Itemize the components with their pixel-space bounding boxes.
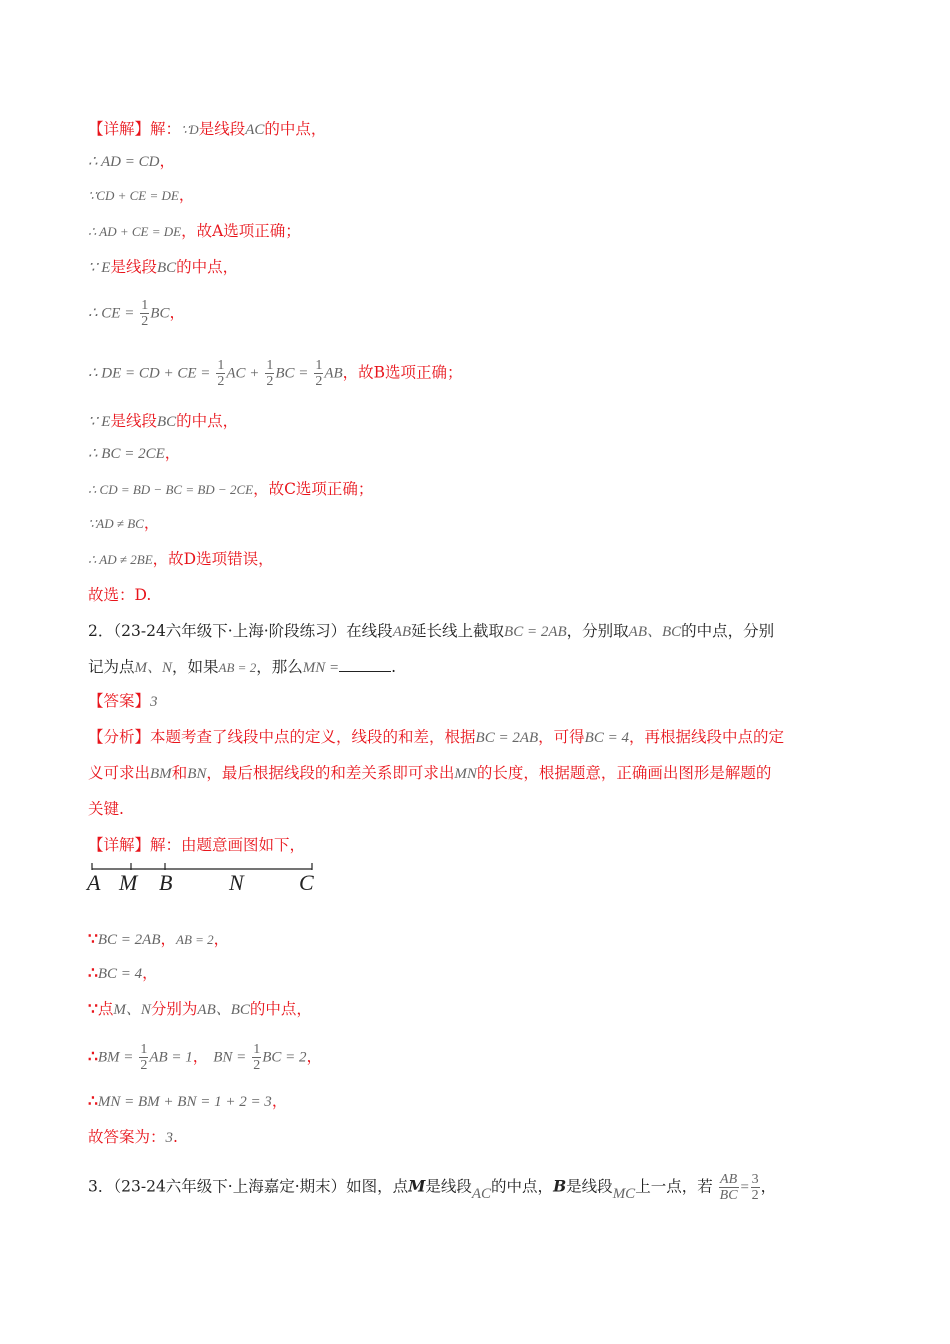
- answer-blank: [339, 657, 391, 672]
- question-2-line-1: 2．（23-24六年级下·上海·阶段练习）在线段AB延长线上截取BC = 2AB，分别取AB、BC的中点，分别: [88, 622, 775, 640]
- fraction-ab-bc: $\frac{AB}{BC}$: [719, 1172, 738, 1203]
- detail-line-2: ∴ AD = CD，: [88, 152, 175, 170]
- answer-tag: 【答案】: [88, 692, 151, 710]
- analysis-line-1: 【分析】本题考查了线段中点的定义，线段的和差，根据BC = 2AB，可得BC = 4，再根据线段中点的定: [88, 728, 784, 746]
- solution-line-1: ∵BC = 2AB，AB = 2，: [88, 929, 230, 948]
- detail-line-12: ∴ AD ≠ 2BE，故D选项错误，: [88, 550, 274, 568]
- question-3-line-1: 3．（23-24六年级下·上海嘉定·期末）如图，点M是线段AC的中点，B是线段MC上一点，若 $\frac{AB}{BC}$ = $\frac{3}{2}$ ，: [88, 1172, 777, 1203]
- solution-line-5: ∴MN = BM + BN = 1 + 2 = 3，: [88, 1091, 288, 1110]
- fraction-half: $\frac{1}{2}$: [141, 298, 149, 329]
- solution-line-6: 故答案为：3.: [88, 1128, 178, 1146]
- detail-2-header: 【详解】解：由题意画图如下，: [88, 836, 306, 854]
- detail-line-3: ∵CD + CE = DE，: [88, 186, 195, 204]
- detail-line-6: ∴ CE = $\frac{1}{2}$ BC，: [88, 298, 185, 329]
- point-label-a: A: [87, 870, 101, 895]
- detail-line-10: ∴ CD = BD − BC = BD − 2CE，故C选项正确；: [88, 480, 374, 498]
- answer-line: 【答案】3: [88, 692, 158, 710]
- analysis-line-2: 义可求出BM和BN，最后根据线段的和差关系即可求出MN的长度，根据题意，正确画出图形是解题的: [88, 764, 772, 782]
- detail-line-8: ∵ E是线段BC的中点，: [88, 412, 239, 430]
- detail-line-13: 故选：D.: [88, 586, 152, 604]
- detail-line-11: ∵AD ≠ BC，: [88, 514, 160, 532]
- point-label-m: M: [119, 870, 138, 895]
- solution-line-2: ∴BC = 4，: [88, 963, 158, 982]
- detail-tag: 【详解】: [88, 120, 151, 138]
- question-2-line-2: 记为点M、N，如果AB = 2，那么MN = .: [88, 658, 397, 676]
- detail-line-4: ∴ AD + CE = DE，故A选项正确；: [88, 222, 301, 240]
- solution-line-4: ∴BM = $\frac{1}{2}$ AB = 1， BN = $\frac{1}{2}$ BC = 2，: [88, 1042, 323, 1073]
- detail-line-5: ∵ E是线段BC的中点，: [88, 258, 239, 276]
- solution-line-3: ∵点M、N分别为AB、BC的中点，: [88, 999, 312, 1018]
- analysis-line-3: 关键.: [88, 800, 124, 818]
- detail-line-9: ∴ BC = 2CE，: [88, 444, 181, 462]
- analysis-tag: 【分析】: [88, 728, 151, 746]
- detail-line-1: 【详解】解：∵D是线段AC的中点，: [88, 120, 327, 138]
- point-label-c: C: [299, 870, 314, 895]
- point-label-b: B: [159, 870, 173, 895]
- point-label-n: N: [229, 870, 244, 895]
- detail-line-7: ∴ DE = CD + CE = $\frac{1}{2}$ AC + $\frac{1}{2}$ BC = $\frac{1}{2}$ AB，故B选项正确；: [88, 358, 463, 389]
